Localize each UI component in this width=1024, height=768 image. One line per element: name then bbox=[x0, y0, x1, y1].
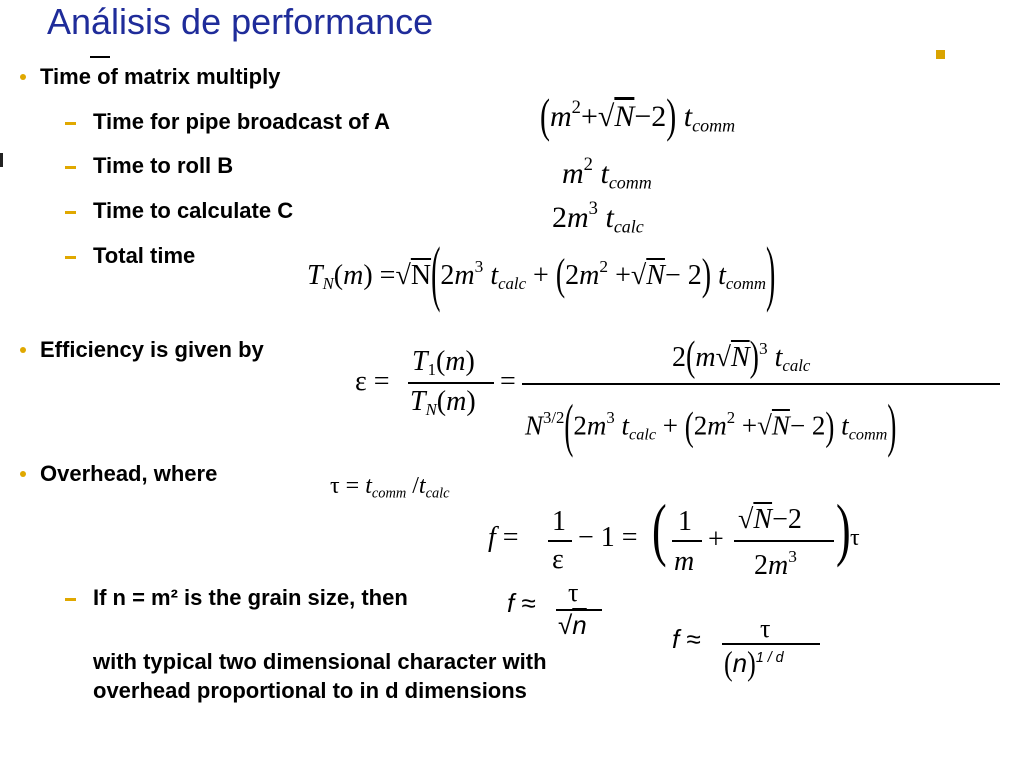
bullet-time-matrix-multiply: Time of matrix multiply bbox=[40, 64, 281, 89]
formula-efficiency-tn: $T_N(m)$ bbox=[410, 386, 476, 420]
dash-marker bbox=[65, 211, 76, 214]
formula-grain-f: f ≈ bbox=[507, 588, 536, 618]
formula-overhead-f: f = bbox=[488, 522, 519, 553]
bullet-overhead: Overhead, where bbox=[40, 461, 218, 486]
formula-efficiency-numerator: $2(m√N)^3$ $t_{calc}$ bbox=[672, 334, 811, 381]
formula-d-dim-tau: τ bbox=[760, 614, 771, 643]
formula-overhead-eps: ε bbox=[552, 544, 564, 575]
formula-efficiency-eq: = bbox=[500, 366, 516, 397]
formula-overhead-tau: τ bbox=[850, 525, 860, 551]
formula-overhead-1m-den: m bbox=[674, 546, 695, 577]
formula-efficiency-denominator: $N^{3/2}(2m^3$ $t_{calc} + (2m^2 +√N- 2)$ $t_{comm}$) bbox=[525, 392, 897, 459]
left-edge-mark bbox=[0, 153, 3, 167]
corner-square-decoration bbox=[936, 50, 945, 59]
formula-d-dim-den: $(n)^{1 / d}$ bbox=[724, 644, 784, 683]
bullet-dot bbox=[20, 74, 26, 80]
formula-tau: $\tau = t_{comm}$ $/t_{calc}$ bbox=[330, 473, 450, 502]
formula-roll-b: $m^2$ $t_{comm}$ bbox=[562, 154, 652, 193]
fraction-line bbox=[734, 540, 834, 542]
sub-grain-size: If n = m² is the grain size, then bbox=[93, 585, 408, 610]
slide-title: Análisis de performance bbox=[47, 1, 434, 42]
dash-marker bbox=[65, 598, 76, 601]
formula-grain-tau: τ bbox=[568, 578, 579, 607]
formula-overhead-close: ) bbox=[836, 490, 851, 569]
fraction-line bbox=[722, 643, 820, 645]
dash-marker bbox=[65, 122, 76, 125]
dash-marker bbox=[65, 166, 76, 169]
dash-marker bbox=[65, 256, 76, 259]
sub-roll-b: Time to roll B bbox=[93, 153, 234, 178]
sub-total-time: Total time bbox=[93, 243, 196, 268]
overline-mark bbox=[90, 56, 110, 58]
fraction-line bbox=[672, 540, 702, 542]
note-d-dimensions: overhead proportional to in d dimensions bbox=[93, 678, 527, 703]
formula-overhead-1m-num: 1 bbox=[678, 506, 692, 537]
note-two-dimensional: with typical two dimensional character with bbox=[93, 649, 547, 674]
formula-overhead-plus: + bbox=[708, 524, 724, 555]
bullet-efficiency: Efficiency is given by bbox=[40, 337, 264, 362]
formula-overhead-rn-num: √N−2 bbox=[738, 504, 802, 535]
fraction-line bbox=[548, 540, 572, 542]
formula-overhead-paren: ( bbox=[652, 490, 667, 569]
fraction-line bbox=[408, 382, 494, 384]
fraction-line bbox=[522, 383, 1000, 385]
formula-efficiency-t1: $T_1(m)$ bbox=[412, 346, 475, 380]
sub-pipe-broadcast: Time for pipe broadcast of A bbox=[93, 109, 391, 134]
formula-overhead-one: 1 bbox=[552, 506, 566, 537]
bullet-dot bbox=[20, 347, 26, 353]
formula-d-dim-f: f ≈ bbox=[672, 624, 701, 654]
formula-efficiency-lhs: ε = bbox=[355, 366, 390, 397]
bullet-dot bbox=[20, 471, 26, 477]
formula-overhead-rn-den: $2m^3$ bbox=[754, 547, 797, 582]
formula-overhead-minus: − 1 = bbox=[578, 522, 638, 553]
formula-pipe-broadcast: $(m^2+√N-2)$ $t_{comm}$ bbox=[540, 89, 736, 143]
formula-grain-sqrtn: √n bbox=[558, 610, 587, 640]
formula-total-time: $T_N(m) =√N(2m^3$ $t_{calc} + (2m^2 +√N- 2)$ $t_{comm}$) bbox=[307, 234, 776, 316]
formula-calculate-c: $2m^3$ $t_{calc}$ bbox=[552, 198, 644, 237]
sub-calculate-c: Time to calculate C bbox=[93, 198, 294, 223]
